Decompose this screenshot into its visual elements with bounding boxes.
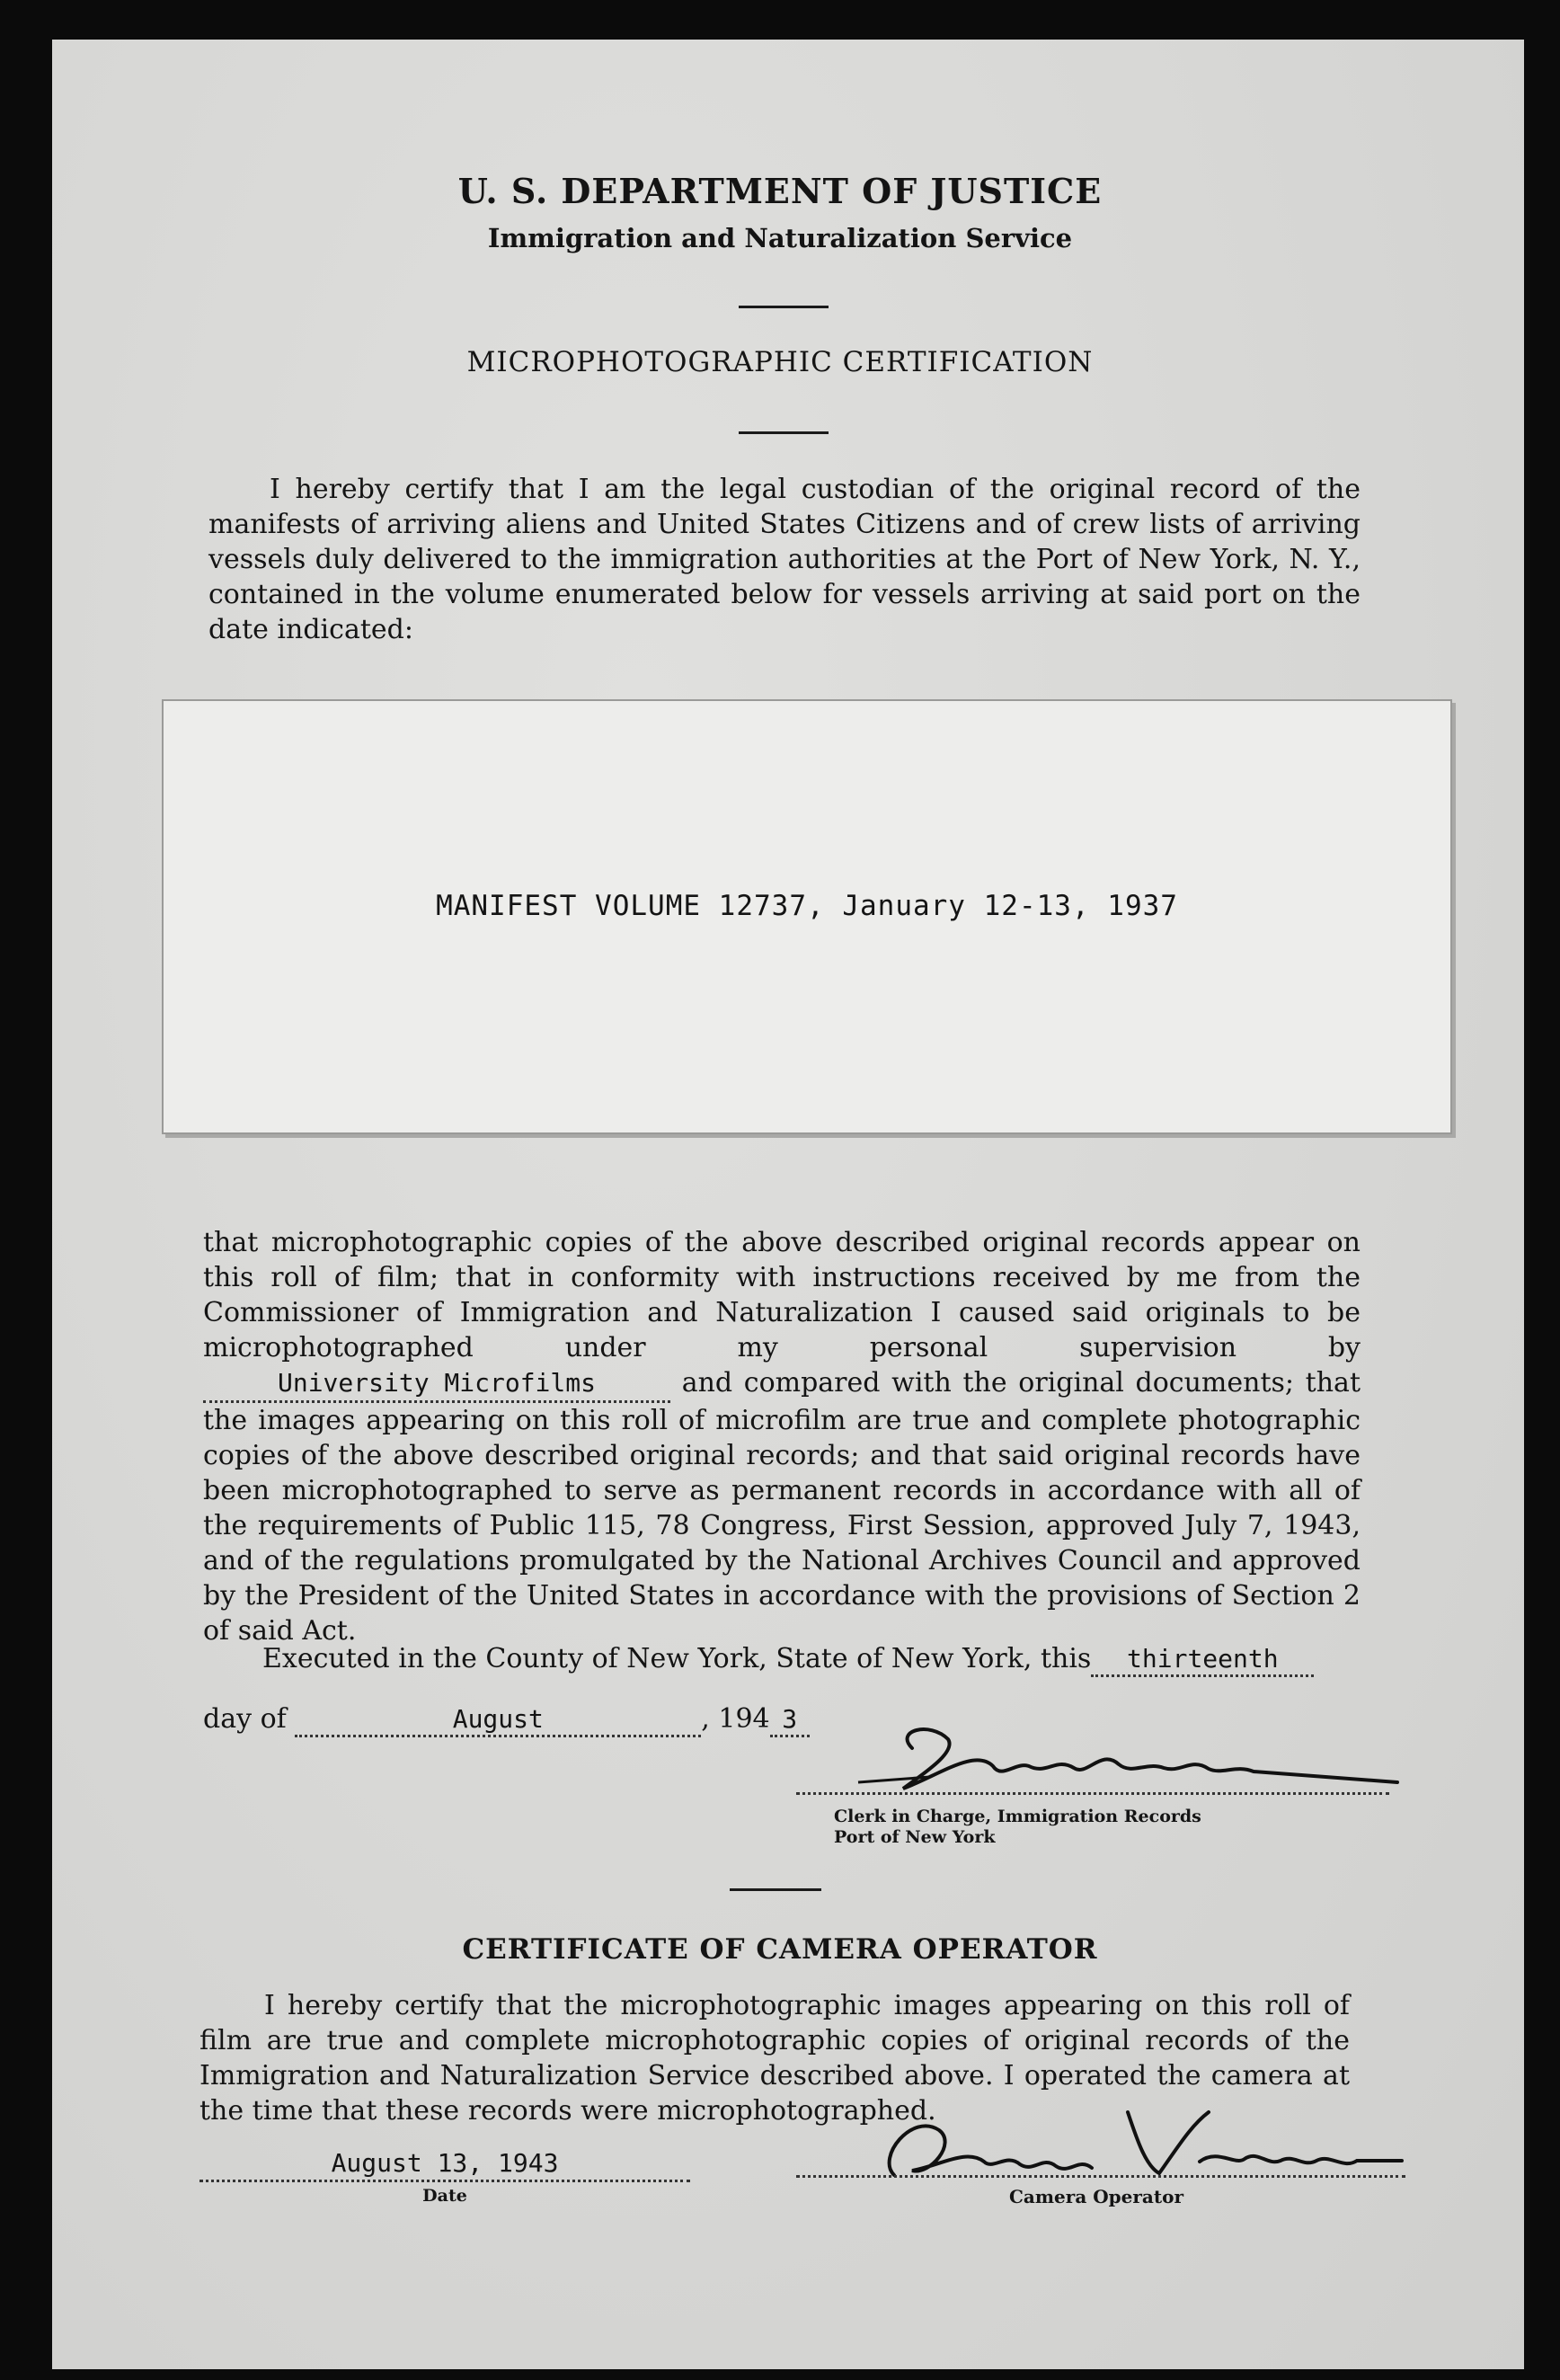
date-label: Date bbox=[422, 2186, 467, 2206]
certification-text-a: that microphotographic copies of the above described original records appear on this roll of film; that in conformity with instructions received by me from the Commissioner of Immigration and Naturalization I caused said originals to be microphotographed under my personal supervision by bbox=[203, 1227, 1361, 1363]
clerk-signature bbox=[858, 1712, 1397, 1802]
year-field bbox=[770, 1703, 810, 1737]
month-value: August bbox=[452, 1704, 544, 1734]
divider bbox=[739, 431, 829, 434]
clerk-title bbox=[834, 1807, 1201, 1848]
day-of-label: day of bbox=[203, 1703, 287, 1735]
operator-signature-line bbox=[796, 2175, 1405, 2178]
day-value: thirteenth bbox=[1127, 1644, 1279, 1674]
year-prefix: , 194 bbox=[701, 1703, 770, 1735]
certification-text-b: and compared with the original documents; that the images appearing on this roll of microfilm are true and complete photographic copies of the above described original records; and that said original records have been microphotographed to serve as permanent records in accordance with all of the requirements of Public 115, 78 Congress, First Session, approved July 7, 1943, and of the regulations promulgated by the National Archives Council and approved by the President of the United States in accordance with the provisions of Section 2 of said Act. bbox=[203, 1367, 1361, 1647]
executed-text: Executed in the County of New York, State of New York, this bbox=[262, 1643, 1092, 1674]
manifest-volume: MANIFEST VOLUME 12737, January 12-13, 1937 bbox=[436, 890, 1178, 922]
manifest-volume-slip bbox=[162, 699, 1452, 1134]
supervisor-value: University Microfilms bbox=[277, 1368, 596, 1398]
divider bbox=[739, 306, 829, 308]
clerk-title-line2: Port of New York bbox=[834, 1827, 996, 1847]
department-heading: U. S. DEPARTMENT OF JUSTICE bbox=[457, 171, 1103, 211]
operator-label: Camera Operator bbox=[1009, 2186, 1183, 2207]
certification-paragraph bbox=[203, 1225, 1361, 1648]
month-field bbox=[295, 1703, 701, 1737]
service-subheading: Immigration and Naturalization Service bbox=[487, 223, 1073, 253]
clerk-title-line1: Clerk in Charge, Immigration Records bbox=[834, 1807, 1201, 1826]
form-title: MICROPHOTOGRAPHIC CERTIFICATION bbox=[466, 346, 1094, 378]
operator-date-field: August 13, 1943 bbox=[199, 2148, 690, 2182]
execution-line bbox=[262, 1643, 1314, 1677]
clerk-signature-line bbox=[796, 1792, 1389, 1795]
supervisor-field bbox=[203, 1365, 670, 1403]
camera-operator-signature bbox=[858, 2094, 1406, 2193]
divider bbox=[730, 1888, 821, 1891]
day-field bbox=[1091, 1643, 1314, 1677]
date-line bbox=[203, 1703, 810, 1737]
camera-operator-heading: CERTIFICATE OF CAMERA OPERATOR bbox=[462, 1933, 1098, 1966]
camera-operator-paragraph: I hereby certify that the microphotographic images appearing on this roll of film are true and complete microphotographic copies of original records of the Immigration and Naturalization Service described above. I operated the camera at the time that these records were microphotographed. bbox=[199, 1990, 1350, 2127]
intro-paragraph: I hereby certify that I am the legal custodian of the original record of the manifests of arriving aliens and United States Citizens and of crew lists of arriving vessels duly delivered to the immigration authorities at the Port of New York, N. Y., contained in the volume enumerated below for vessels arriving at said port on the date indicated: bbox=[208, 474, 1361, 645]
year-value: 3 bbox=[782, 1704, 798, 1734]
